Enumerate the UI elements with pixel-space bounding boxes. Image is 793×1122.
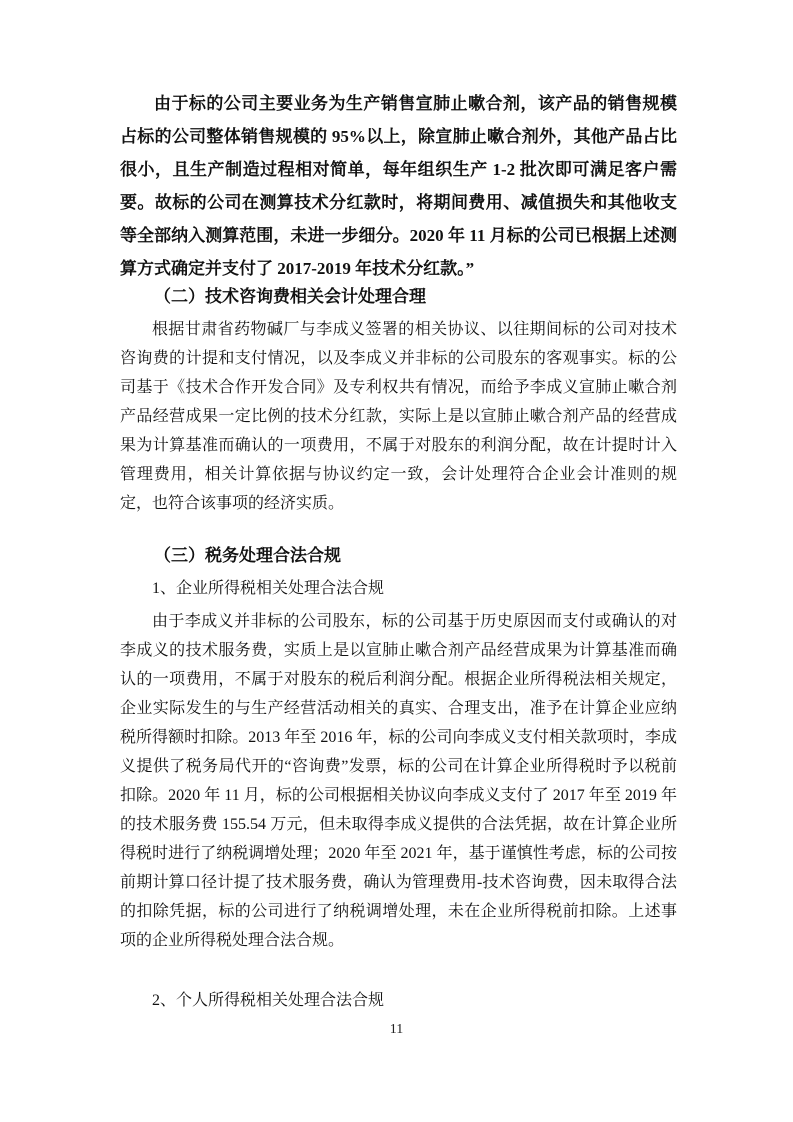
- page-content: [120, 87, 677, 1013]
- subheading-personal-income-tax: 2、个人所得税相关处理合法合规: [152, 992, 385, 1009]
- corporate-income-tax-paragraph: 由于李成义并非标的公司股东，标的公司基于历史原因而支付或确认的对李成义的技术服务费，实质上是以宣肺止嗽合剂产品经营成果为计算基准而确认的一项费用，不属于对股东的税后利润分配。根据企业所得税法相关规定，企业实际发生的与生产经营活动相关的真实、合理支出，准予在计算企业应纳税所得额时扣除。2013 年至 2016 年，标的公司向李成义支付相关款项时，李成义提供了税务局代开的“咨询费”发票，标的公司在计算企业所得税时予以税前扣除。2020 年 11 月，标的公司根据相关协议向李成义支付了 2017 年至 2019 年的技术服务费 155.54 万元，但未取得李成义提供的合法凭据，故在计算企业所得税时进行了纳税调增处理；2020 年至 2021 年，基于谨慎性考虑，标的公司按前期计算口径计提了技术服务费，确认为管理费用-技术咨询费，因未取得合法的扣除凭据，标的公司进行了纳税调增处理，未在企业所得税前扣除。上述事项的企业所得税处理合法合规。: [120, 613, 677, 949]
- subheading-corporate-income-tax: 1、企业所得税相关处理合法合规: [152, 580, 385, 597]
- accounting-treatment-paragraph: 根据甘肃省药物碱厂与李成义签署的相关协议、以往期间标的公司对技术咨询费的计提和支付情况，以及李成义并非标的公司股东的客观事实。标的公司基于《技术合作开发合同》及专利权共有情况，而给予李成义宣肺止嗽合剂产品经营成果一定比例的技术分红款，实际上是以宣肺止嗽合剂产品的经营成果为计算基准而确认的一项费用，不属于对股东的利润分配，故在计提时计入管理费用，相关计算依据与协议约定一致，会计处理符合企业会计准则的规定，也符合该事项的经济实质。: [120, 321, 677, 512]
- page-number: 11: [389, 1022, 404, 1037]
- quote-paragraph: 由于标的公司主要业务为生产销售宣肺止嗽合剂，该产品的销售规模占标的公司整体销售规模的 95%以上，除宣肺止嗽合剂外，其他产品占比很小，且生产制造过程相对简单，每年组织生产 1-2 批次即可满足客户需要。故标的公司在测算技术分红款时，将期间费用、减值损失和其他收支等全部纳入测算范围，未进一步细分。2020 年 11 月标的公司已根据上述测算方式确定并支付了 2017-2019 年技术分红款。”: [120, 94, 677, 278]
- section-heading-tax-treatment: （三）税务处理合法合规: [154, 546, 341, 565]
- section-heading-accounting-treatment: （二）技术咨询费相关会计处理合理: [154, 287, 426, 306]
